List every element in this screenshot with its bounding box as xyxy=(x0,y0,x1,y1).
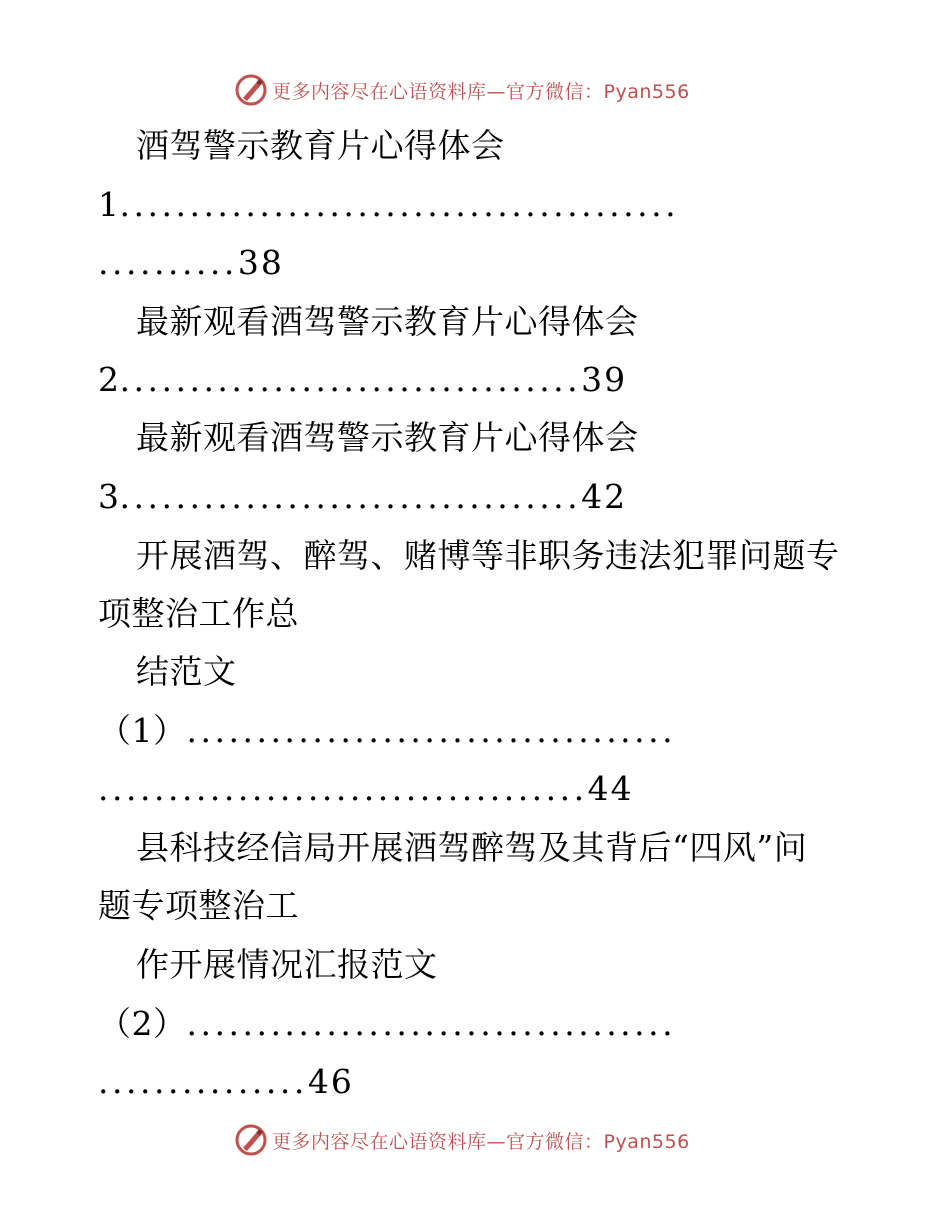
toc-entry-2-title: 最新观看酒驾警示教育片心得体会 xyxy=(136,302,639,341)
toc-entry-2-dots: ................................. xyxy=(119,360,582,399)
footer-banner-text: 更多内容尽在心语资料库—官方微信：Pyan556 xyxy=(272,1130,690,1153)
toc-entry-1-dots-2: .......... xyxy=(98,243,238,282)
toc-entry-5-dots: ................................... xyxy=(186,1004,677,1043)
toc-entry-3-dots: ................................. xyxy=(119,477,582,516)
footer-banner xyxy=(234,1122,690,1158)
toc-entry-4-leader-cont xyxy=(98,767,634,811)
toc-entry-5-page: 46 xyxy=(307,1062,354,1101)
pen-logo-icon xyxy=(234,73,268,107)
header-banner xyxy=(234,72,690,108)
toc-entry-5-leader-cont xyxy=(98,1060,354,1104)
toc-entry-1-leader-cont xyxy=(98,241,284,285)
toc-entry-5-number: （2） xyxy=(98,1004,187,1043)
pen-logo-icon xyxy=(234,1123,268,1157)
toc-entry-2-leader xyxy=(98,358,627,402)
toc-entry-3-title: 最新观看酒驾警示教育片心得体会 xyxy=(136,418,639,457)
toc-entry-4-dots-2: ................................... xyxy=(98,769,588,808)
toc-entry-4-title-line-3: 结范文 xyxy=(136,652,237,691)
toc-entry-1-page: 38 xyxy=(237,243,284,282)
toc-entry-4-leader xyxy=(98,709,676,753)
toc-entry-3-number: 3 xyxy=(98,477,120,516)
toc-entry-4-title-line-2: 项整治工作总 xyxy=(98,594,299,633)
toc-entry-3-leader xyxy=(98,475,627,519)
toc-entry-1-number: 1 xyxy=(98,185,120,224)
toc-entry-5-dots-2: ............... xyxy=(98,1062,308,1101)
toc-entry-2-page: 39 xyxy=(581,360,628,399)
toc-entry-1-leader xyxy=(98,183,679,227)
toc-entry-2-number: 2 xyxy=(98,360,120,399)
toc-entry-5-leader xyxy=(98,1002,676,1046)
toc-entry-5-title-line-3: 作开展情况汇报范文 xyxy=(136,945,438,984)
toc-entry-4-title-line-1: 开展酒驾、醉驾、赌博等非职务违法犯罪问题专 xyxy=(136,536,840,575)
toc-entry-1-title: 酒驾警示教育片心得体会 xyxy=(136,126,505,165)
toc-entry-1-dots: ........................................ xyxy=(119,185,680,224)
header-banner-text: 更多内容尽在心语资料库—官方微信：Pyan556 xyxy=(272,80,690,103)
toc-entry-4-page: 44 xyxy=(587,769,634,808)
toc-entry-5-title-line-2: 题专项整治工 xyxy=(98,886,299,925)
toc-entry-5-title-line-1: 县科技经信局开展酒驾醉驾及其背后“四风”问 xyxy=(136,828,808,867)
toc-entry-3-page: 42 xyxy=(581,477,628,516)
toc-entry-4-dots: ................................... xyxy=(186,711,677,750)
toc-entry-4-number: （1） xyxy=(98,711,187,750)
